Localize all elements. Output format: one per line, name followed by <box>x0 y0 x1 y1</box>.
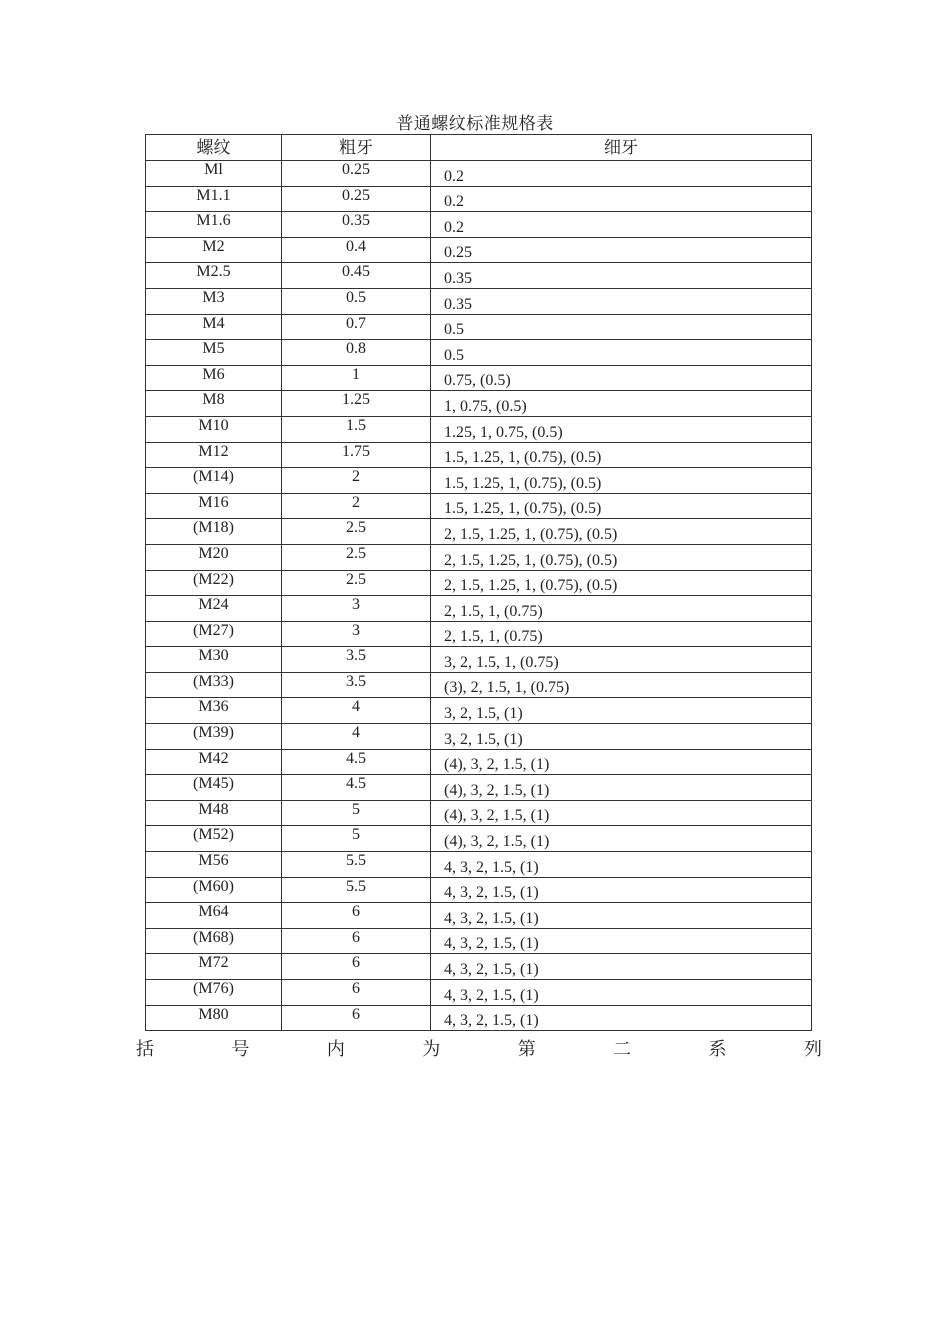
cell-thread: M1.6 <box>146 212 282 238</box>
cell-coarse: 3.5 <box>282 672 431 698</box>
cell-fine: 1.5, 1.25, 1, (0.75), (0.5) <box>431 442 812 468</box>
cell-coarse: 5 <box>282 826 431 852</box>
table-row <box>146 468 812 494</box>
cell-fine: 1, 0.75, (0.5) <box>431 391 812 417</box>
header-fine: 细牙 <box>431 135 812 161</box>
footnote <box>136 1037 822 1061</box>
table-row <box>146 596 812 622</box>
table-row <box>146 749 812 775</box>
table-row <box>146 186 812 212</box>
table-row <box>146 314 812 340</box>
cell-coarse: 2.5 <box>282 544 431 570</box>
table-row <box>146 212 812 238</box>
cell-thread: M24 <box>146 596 282 622</box>
cell-fine: 2, 1.5, 1, (0.75) <box>431 596 812 622</box>
footnote-char: 括 <box>136 1039 154 1059</box>
cell-thread: (M22) <box>146 570 282 596</box>
footnote-char: 为 <box>422 1039 441 1059</box>
cell-fine: 2, 1.5, 1.25, 1, (0.75), (0.5) <box>431 519 812 545</box>
table-row <box>146 365 812 391</box>
cell-fine: 3, 2, 1.5, (1) <box>431 698 812 724</box>
cell-coarse: 6 <box>282 903 431 929</box>
thread-spec-table <box>145 134 812 1031</box>
cell-thread: (M14) <box>146 468 282 494</box>
table-row <box>146 263 812 289</box>
table-row <box>146 800 812 826</box>
cell-fine: 2, 1.5, 1.25, 1, (0.75), (0.5) <box>431 544 812 570</box>
cell-fine: 0.35 <box>431 288 812 314</box>
table-row <box>146 493 812 519</box>
cell-coarse: 2 <box>282 468 431 494</box>
table-row <box>146 237 812 263</box>
cell-coarse: 1.5 <box>282 416 431 442</box>
table-row <box>146 340 812 366</box>
cell-thread: M12 <box>146 442 282 468</box>
cell-thread: M64 <box>146 903 282 929</box>
header-coarse: 粗牙 <box>282 135 431 161</box>
cell-thread: M16 <box>146 493 282 519</box>
cell-coarse: 6 <box>282 1005 431 1031</box>
footnote-char: 第 <box>517 1039 536 1059</box>
cell-fine: (4), 3, 2, 1.5, (1) <box>431 749 812 775</box>
cell-coarse: 0.4 <box>282 237 431 263</box>
cell-thread: Ml <box>146 161 282 187</box>
cell-fine: 4, 3, 2, 1.5, (1) <box>431 954 812 980</box>
cell-fine: (4), 3, 2, 1.5, (1) <box>431 775 812 801</box>
cell-thread: (M52) <box>146 826 282 852</box>
cell-thread: (M76) <box>146 980 282 1006</box>
cell-fine: (4), 3, 2, 1.5, (1) <box>431 800 812 826</box>
cell-coarse: 1.25 <box>282 391 431 417</box>
table-row <box>146 544 812 570</box>
cell-coarse: 0.25 <box>282 186 431 212</box>
cell-coarse: 1.75 <box>282 442 431 468</box>
cell-thread: M1.1 <box>146 186 282 212</box>
cell-coarse: 0.8 <box>282 340 431 366</box>
cell-fine: 0.35 <box>431 263 812 289</box>
cell-fine: 1.5, 1.25, 1, (0.75), (0.5) <box>431 493 812 519</box>
cell-thread: M8 <box>146 391 282 417</box>
cell-fine: 0.25 <box>431 237 812 263</box>
cell-thread: M42 <box>146 749 282 775</box>
cell-fine: 4, 3, 2, 1.5, (1) <box>431 877 812 903</box>
cell-thread: M48 <box>146 800 282 826</box>
cell-coarse: 2.5 <box>282 570 431 596</box>
table-row <box>146 519 812 545</box>
table-row <box>146 416 812 442</box>
cell-coarse: 0.25 <box>282 161 431 187</box>
cell-fine: 3, 2, 1.5, (1) <box>431 724 812 750</box>
cell-coarse: 0.35 <box>282 212 431 238</box>
table-row <box>146 954 812 980</box>
table-row <box>146 903 812 929</box>
table-row <box>146 775 812 801</box>
cell-thread: M10 <box>146 416 282 442</box>
cell-thread: (M18) <box>146 519 282 545</box>
table-row <box>146 391 812 417</box>
cell-fine: 2, 1.5, 1.25, 1, (0.75), (0.5) <box>431 570 812 596</box>
page-title: 普通螺纹标准规格表 <box>396 114 554 133</box>
cell-coarse: 5.5 <box>282 852 431 878</box>
cell-coarse: 4.5 <box>282 775 431 801</box>
table-row <box>146 877 812 903</box>
cell-fine: 3, 2, 1.5, 1, (0.75) <box>431 647 812 673</box>
cell-fine: 4, 3, 2, 1.5, (1) <box>431 928 812 954</box>
cell-fine: 4, 3, 2, 1.5, (1) <box>431 1005 812 1031</box>
cell-coarse: 6 <box>282 980 431 1006</box>
cell-coarse: 6 <box>282 954 431 980</box>
cell-thread: M36 <box>146 698 282 724</box>
footnote-char: 号 <box>231 1039 250 1059</box>
cell-fine: (4), 3, 2, 1.5, (1) <box>431 826 812 852</box>
cell-thread: M20 <box>146 544 282 570</box>
cell-thread: (M60) <box>146 877 282 903</box>
cell-coarse: 0.45 <box>282 263 431 289</box>
table-row <box>146 442 812 468</box>
cell-coarse: 4.5 <box>282 749 431 775</box>
cell-thread: M4 <box>146 314 282 340</box>
cell-fine: 0.75, (0.5) <box>431 365 812 391</box>
cell-thread: (M33) <box>146 672 282 698</box>
footnote-char: 系 <box>708 1039 727 1059</box>
cell-fine: 0.2 <box>431 186 812 212</box>
table-row <box>146 852 812 878</box>
table-row <box>146 570 812 596</box>
cell-fine: 4, 3, 2, 1.5, (1) <box>431 903 812 929</box>
cell-thread: M3 <box>146 288 282 314</box>
cell-coarse: 4 <box>282 724 431 750</box>
cell-coarse: 1 <box>282 365 431 391</box>
cell-fine: 4, 3, 2, 1.5, (1) <box>431 852 812 878</box>
table-header-row <box>146 135 812 161</box>
cell-coarse: 3.5 <box>282 647 431 673</box>
cell-coarse: 3 <box>282 621 431 647</box>
cell-thread: M2 <box>146 237 282 263</box>
cell-coarse: 0.5 <box>282 288 431 314</box>
cell-thread: M80 <box>146 1005 282 1031</box>
cell-coarse: 5 <box>282 800 431 826</box>
cell-thread: M6 <box>146 365 282 391</box>
footnote-char: 二 <box>613 1039 632 1059</box>
footnote-char: 内 <box>326 1039 345 1059</box>
cell-thread: (M27) <box>146 621 282 647</box>
cell-fine: 1.5, 1.25, 1, (0.75), (0.5) <box>431 468 812 494</box>
table-row <box>146 161 812 187</box>
cell-coarse: 5.5 <box>282 877 431 903</box>
cell-thread: M72 <box>146 954 282 980</box>
table-row <box>146 826 812 852</box>
table-row <box>146 672 812 698</box>
cell-thread: (M68) <box>146 928 282 954</box>
footnote-char: 列 <box>803 1039 822 1059</box>
table-row <box>146 724 812 750</box>
cell-fine: (3), 2, 1.5, 1, (0.75) <box>431 672 812 698</box>
cell-coarse: 0.7 <box>282 314 431 340</box>
cell-coarse: 2.5 <box>282 519 431 545</box>
cell-thread: M5 <box>146 340 282 366</box>
cell-fine: 1.25, 1, 0.75, (0.5) <box>431 416 812 442</box>
header-thread: 螺纹 <box>146 135 282 161</box>
cell-fine: 0.2 <box>431 161 812 187</box>
table-body <box>146 161 812 1031</box>
table-row <box>146 288 812 314</box>
cell-coarse: 4 <box>282 698 431 724</box>
table-row <box>146 621 812 647</box>
cell-thread: M30 <box>146 647 282 673</box>
cell-coarse: 6 <box>282 928 431 954</box>
cell-thread: M56 <box>146 852 282 878</box>
cell-thread: M2.5 <box>146 263 282 289</box>
table-row <box>146 698 812 724</box>
table-row <box>146 928 812 954</box>
cell-fine: 4, 3, 2, 1.5, (1) <box>431 980 812 1006</box>
cell-fine: 0.5 <box>431 314 812 340</box>
table-row <box>146 980 812 1006</box>
cell-fine: 0.2 <box>431 212 812 238</box>
table-row <box>146 1005 812 1031</box>
table-row <box>146 647 812 673</box>
cell-fine: 2, 1.5, 1, (0.75) <box>431 621 812 647</box>
cell-coarse: 3 <box>282 596 431 622</box>
cell-thread: (M39) <box>146 724 282 750</box>
cell-thread: (M45) <box>146 775 282 801</box>
cell-fine: 0.5 <box>431 340 812 366</box>
cell-coarse: 2 <box>282 493 431 519</box>
